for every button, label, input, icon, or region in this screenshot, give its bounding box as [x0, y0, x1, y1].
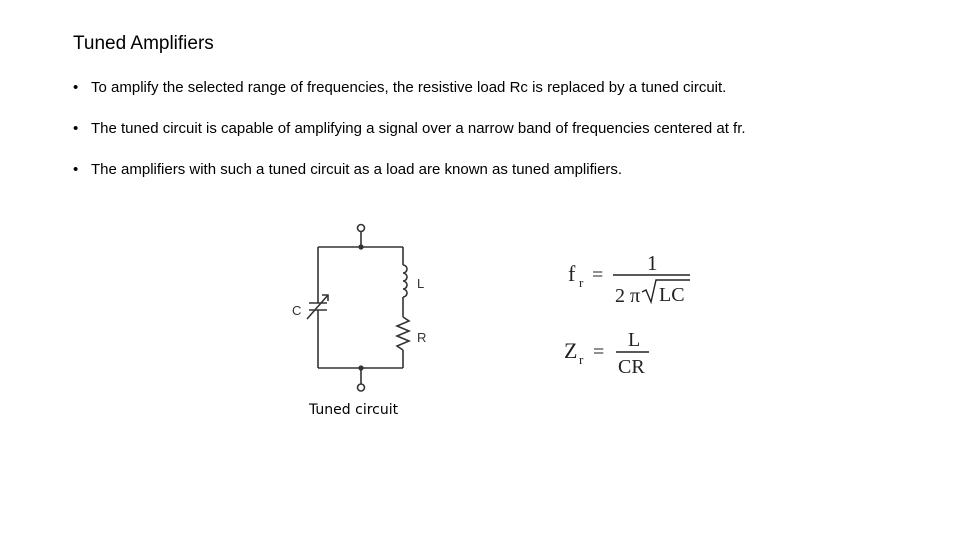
formula-panel	[560, 245, 720, 385]
bullet-item	[73, 78, 746, 98]
bullet-glyph: •	[73, 120, 79, 137]
fr-denominator-prefix: 2 π	[615, 285, 641, 307]
zr-numerator: L	[628, 329, 641, 351]
bullet-item	[73, 119, 746, 139]
dynamic-resistance-formula	[564, 329, 649, 378]
fr-equals: =	[592, 264, 604, 286]
zr-equals: =	[593, 341, 605, 363]
bottom-terminal	[358, 384, 365, 391]
bullet-text: To amplify the selected range of frequencies, the resistive load Rc is replaced by a tuned circuit.	[91, 79, 727, 96]
bullet-text: The amplifiers with such a tuned circuit as a load are known as tuned amplifiers.	[91, 161, 623, 178]
fr-symbol: f	[568, 261, 576, 286]
bottom-junction	[358, 365, 363, 370]
top-terminal	[358, 225, 365, 232]
bullet-glyph: •	[73, 161, 79, 178]
zr-denominator: CR	[618, 356, 645, 378]
zr-symbol: Z	[564, 338, 578, 363]
top-junction	[358, 244, 363, 249]
zr-subscript: r	[579, 352, 584, 367]
resonant-frequency-formula	[568, 251, 690, 307]
fr-radicand: LC	[659, 284, 685, 306]
bullet-list	[73, 78, 746, 201]
bullet-item	[73, 160, 746, 180]
bullet-glyph: •	[73, 79, 79, 96]
tuned-circuit-diagram	[270, 215, 450, 395]
fr-subscript: r	[579, 275, 584, 290]
page-title: Tuned Amplifiers	[73, 33, 214, 54]
bullet-text: The tuned circuit is capable of amplifying a signal over a narrow band of frequencies centered at fr.	[91, 120, 746, 137]
inductor-label: L	[417, 276, 425, 291]
capacitor-label: C	[292, 303, 302, 318]
inductor-coil	[403, 265, 407, 297]
circuit-caption: Tuned circuit	[309, 402, 399, 418]
fr-numerator: 1	[647, 251, 658, 275]
resistor-label: R	[417, 330, 427, 345]
resistor-zigzag	[397, 317, 409, 350]
